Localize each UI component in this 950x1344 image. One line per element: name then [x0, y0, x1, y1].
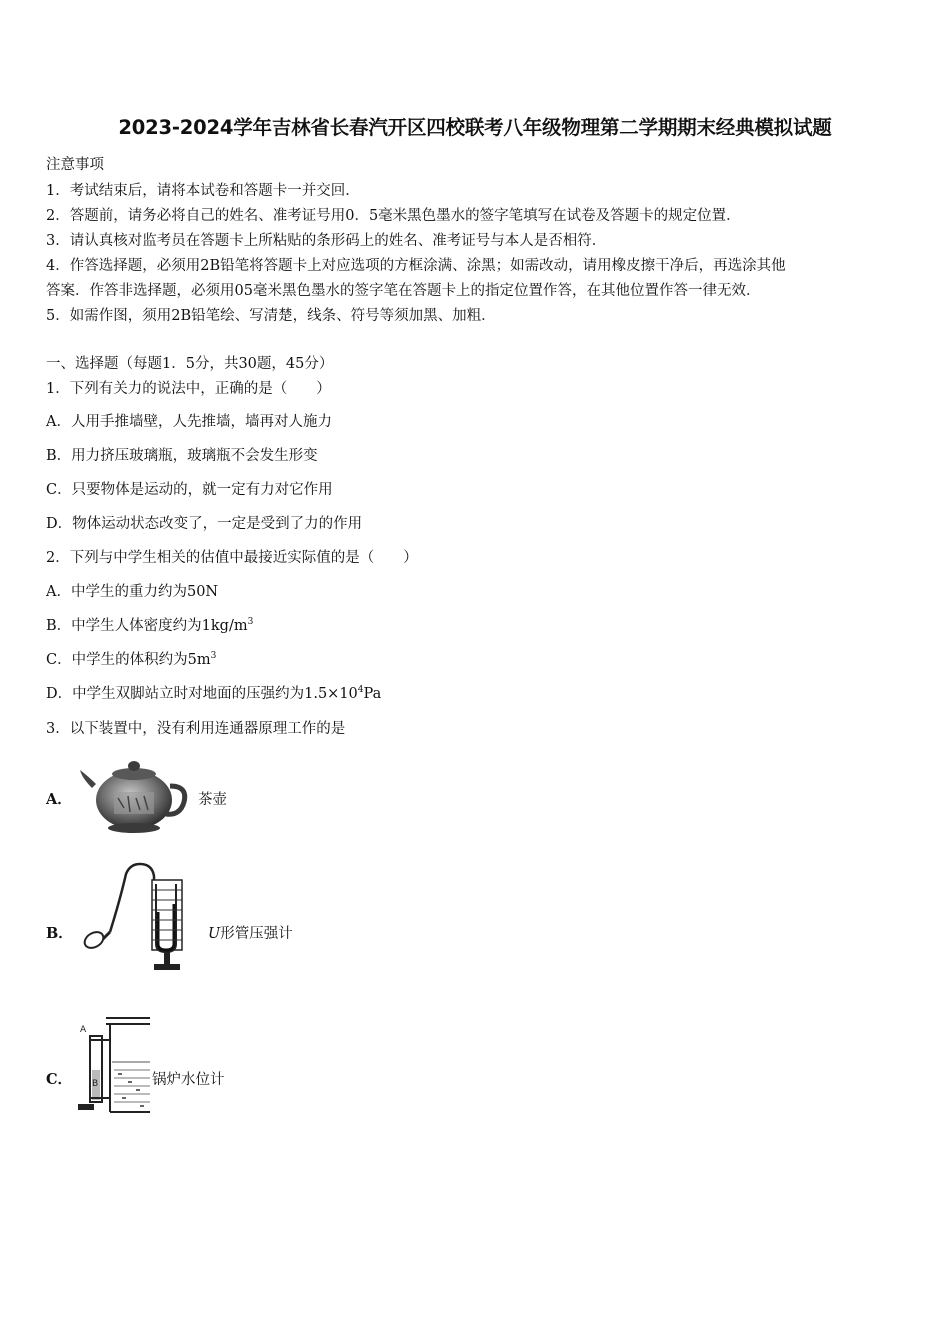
- q3-stem: 3．以下装置中，没有利用连通器原理工作的是: [46, 721, 346, 737]
- gauge-label-a: A: [80, 1025, 87, 1035]
- q2-stem: 2．下列与中学生相关的估值中最接近实际值的是（ ）: [46, 550, 418, 566]
- u-letter: U: [208, 926, 221, 942]
- q3-option-b-label: B．: [46, 925, 73, 942]
- q2-option-d-unit: Pa: [363, 686, 382, 702]
- notice-item-4: 4．作答选择题，必须用2B铅笔将答题卡上对应选项的方框涂满、涂黑；如需改动，请用橡皮擦干净后，再选涂其他: [46, 258, 786, 274]
- notice-heading: 注意事项: [46, 157, 104, 173]
- q2-option-b: [46, 614, 253, 635]
- q1-option-b: B．用力挤压玻璃瓶，玻璃瓶不会发生形变: [46, 448, 318, 464]
- notice-item-4-cont: 答案．作答非选择题，必须用05毫米黑色墨水的签字笔在答题卡上的指定位置作答，在其他位置作答一律无效．: [46, 283, 761, 299]
- q1-option-c: C．只要物体是运动的，就一定有力对它作用: [46, 482, 333, 498]
- notice-item-2: 2．答题前，请务必将自己的姓名、准考证号用0．5毫米黑色墨水的签字笔填写在试卷及答题卡的规定位置．: [46, 208, 741, 224]
- q2-option-b-sup: 3: [247, 617, 254, 628]
- q2-option-c-sup: 3: [210, 651, 217, 662]
- q3-option-c-label: C．: [46, 1071, 73, 1088]
- q1-option-a: A．人用手推墙壁，人先推墙，墙再对人施力: [46, 414, 332, 430]
- boiler-gauge-figure: [70, 1012, 152, 1120]
- q2-option-d: [46, 682, 381, 703]
- q2-option-a: A．中学生的重力约为50N: [46, 584, 219, 600]
- q3-option-c-caption: 锅炉水位计: [152, 1072, 225, 1088]
- teapot-figure: [78, 752, 190, 836]
- page-title: 2023-2024学年吉林省长春汽开区四校联考八年级物理第二学期期末经典模拟试题: [118, 116, 832, 139]
- q2-option-b-text: B．中学生人体密度约为1kg/m: [46, 618, 248, 634]
- q2-option-d-text: D．中学生双脚站立时对地面的压强约为1.5×10: [46, 686, 358, 702]
- gauge-label-b: B: [92, 1079, 99, 1089]
- u-tube-manometer-figure: [80, 860, 190, 976]
- q1-option-d: D．物体运动状态改变了，一定是受到了力的作用: [46, 516, 363, 532]
- q2-option-d-sup: 4: [357, 685, 364, 696]
- q3-option-a-label: A．: [46, 791, 72, 808]
- section-heading: 一、选择题（每题1．5分，共30题，45分）: [46, 356, 334, 372]
- q3-option-b-caption-text: 形管压强计: [220, 926, 293, 942]
- q3-option-a-caption: 茶壶: [198, 792, 227, 808]
- q2-option-c-text: C．中学生的体积约为5m: [46, 652, 211, 668]
- q2-option-c: [46, 648, 216, 669]
- notice-item-5: 5．如需作图，须用2B铅笔绘、写清楚，线条、符号等须加黑、加粗．: [46, 308, 496, 324]
- notice-item-1: 1．考试结束后，请将本试卷和答题卡一并交回．: [46, 183, 360, 199]
- q3-option-b-caption: [208, 922, 293, 943]
- notice-item-3: 3．请认真核对监考员在答题卡上所粘贴的条形码上的姓名、准考证号与本人是否相符．: [46, 233, 607, 249]
- q1-stem: 1．下列有关力的说法中，正确的是（ ）: [46, 381, 331, 397]
